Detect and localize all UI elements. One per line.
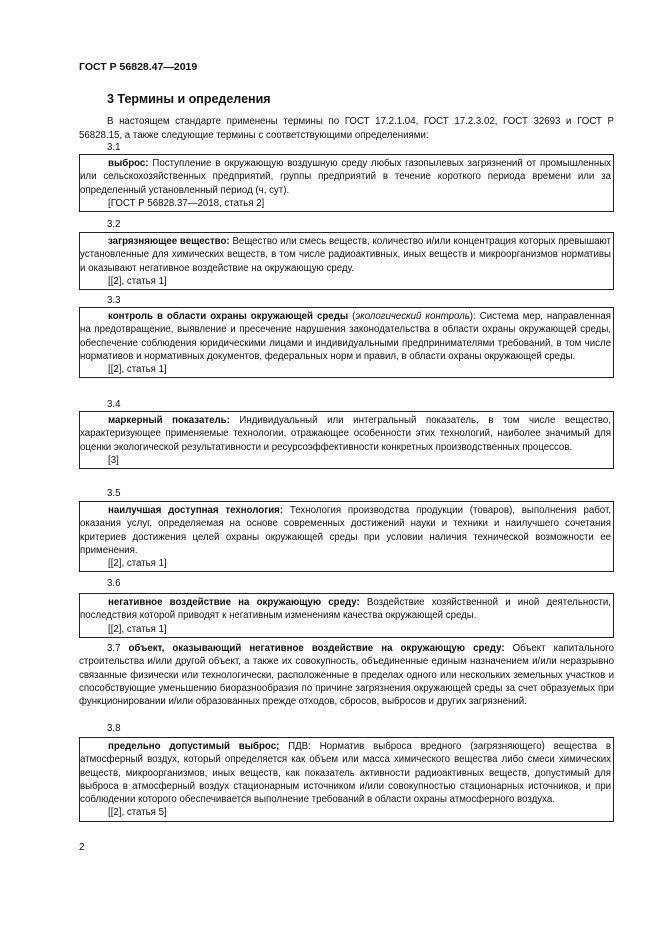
definition-text: Вещество или смесь веществ, количество и/или концентрация которых превышают установленные для химических веществ, в том числе радиоактивных, иных веществ и микроорганизмов нормативы и оказывают негативное воздействие на окружающую среду.: [80, 236, 611, 274]
term-box: [79, 307, 614, 378]
term-definition: [80, 740, 613, 806]
term-number: 3.2: [107, 219, 121, 230]
definition-text: Поступление в окружающую воздушную среду любых газопылевых загрязнений от промышленных или сельскохозяйственных предприятий, группы предприятий в течение короткого периода времени или за определенный установленный период (ч, сут).: [80, 158, 611, 196]
term-source: [[2], статья 1]: [108, 275, 167, 287]
term-name: негативное воздействие на окружающую среду:: [108, 597, 360, 608]
term-name: предельно допустимый выброс;: [108, 741, 280, 752]
term-box: [79, 232, 614, 290]
definition-text: Индивидуальный или интегральный показатель, в том числе вещество, характеризующее применяемые технологии, отражающее особенности этих технологий, наиболее значимый для оценки экологической результативности и ресурсоэффективности конкретных производственных процессов.: [80, 415, 611, 453]
term-definition: контроль в области охраны окружающей среды (экологический контроль): Система мер, направленная на предотвращение, выявление и пресечение нарушения законодательства в области охраны окружающей среды, обеспечение соблюдения юридическими лицами и индивидуальными предпринимателями требований, в том числе нормативов и нормативных документов, федеральных норм и правил, в области охраны окружающей среды.: [80, 311, 611, 362]
term-source: [[2], статья 1]: [108, 364, 167, 376]
page-number: 2: [79, 842, 85, 853]
section-title: 3 Термины и определения: [107, 92, 271, 106]
term-name: контроль в области охраны окружающей среды: [108, 311, 349, 322]
term-synonym: экологический контроль: [355, 311, 470, 322]
term-definition: [79, 642, 614, 708]
term-definition: [80, 414, 613, 454]
definition-text: Технология производства продукции (товаров), выполнения работ, оказания услуг, определяемая на основе современных достижений науки и техники и наилучшего сочетания критериев достижения целей охраны окружающей среды при условии наличия технической возможности ее применения.: [80, 505, 612, 556]
term-box: [79, 501, 614, 572]
term-box: [79, 154, 614, 212]
term-definition: [80, 596, 613, 623]
term-number: 3.7: [107, 643, 121, 654]
definition-text: Объект капитального строительства и/или другой объект, а также их совокупность, объединенные единым назначением и/или неразрывно связанные физически или технологически, расположенные в пределах одного или нескольких земельных участков и способствующие уменьшению биоразнообразия по причине загрязнения окружающей среды за счет образуемых при функционировании и/или образованных прежде отходов, сбросов, выбросов и других загрязнений.: [79, 643, 614, 708]
term-number: 3.8: [107, 723, 121, 734]
term-box: [79, 593, 614, 638]
definition-text: Норматив выброса вредного (загрязняющего) вещества в атмосферный воздух, который определяется как объем или масса химического вещества либо смеси химических веществ, микроорганизмов, иных веществ, как показатель активности радиоактивных веществ, допустимый для выброса в атмосферный воздух стационарным источником и/или совокупностью стационарных источников, и при соблюдении которого обеспечивается выполнение требований в области охраны атмосферного воздуха.: [80, 741, 611, 806]
term-source: [ГОСТ Р 56828.37—2018, статья 2]: [108, 197, 265, 209]
term-number: 3.3: [107, 295, 121, 306]
term-name: выброс:: [108, 158, 149, 169]
term-name: загрязняющее вещество:: [108, 236, 230, 247]
term-source: [[2], статья 1]: [108, 558, 167, 570]
term-source: [3]: [108, 454, 119, 466]
term-box: [79, 737, 614, 822]
term-box: [79, 411, 614, 469]
term-definition: [80, 235, 613, 275]
term-abbreviation: ПДВ:: [279, 741, 311, 752]
term-source: [[2], статья 1]: [108, 623, 167, 635]
document-code: ГОСТ Р 56828.47—2019: [79, 61, 198, 73]
term-definition: [80, 157, 613, 197]
term-name: объект, оказывающий негативное воздействие на окружающую среду:: [128, 643, 505, 654]
term-number: 3.4: [107, 399, 121, 410]
term-source: [[2], статья 5]: [108, 807, 167, 819]
definition-text: Система мер, направленная на предотвращение, выявление и пресечение нарушения законодательства в области охраны окружающей среды, обеспечение соблюдения юридическими лицами и индивидуальными предпринимателями требований, в том числе нормативов и нормативных документов, федеральных норм и правил, в области охраны окружающей среды.: [80, 311, 611, 362]
term-plain: [79, 642, 614, 708]
term-number: 3.1: [107, 142, 121, 153]
term-definition: [80, 504, 613, 557]
section-intro: В настоящем стандарте применены термины по ГОСТ 17.2.1.04, ГОСТ 17.2.3.02, ГОСТ 32693 и ГОСТ Р 56828.15, а также следующие термины с соответствующими определениями:: [79, 116, 614, 141]
term-number: 3.6: [107, 578, 121, 589]
term-name: маркерный показатель:: [108, 415, 230, 426]
term-name: наилучшая доступная технология:: [108, 505, 284, 516]
definition-text: Воздействие хозяйственной и иной деятельности, последствия которой приводят к негативным изменениям качества окружающей среды.: [80, 597, 611, 622]
term-number: 3.5: [107, 488, 121, 499]
